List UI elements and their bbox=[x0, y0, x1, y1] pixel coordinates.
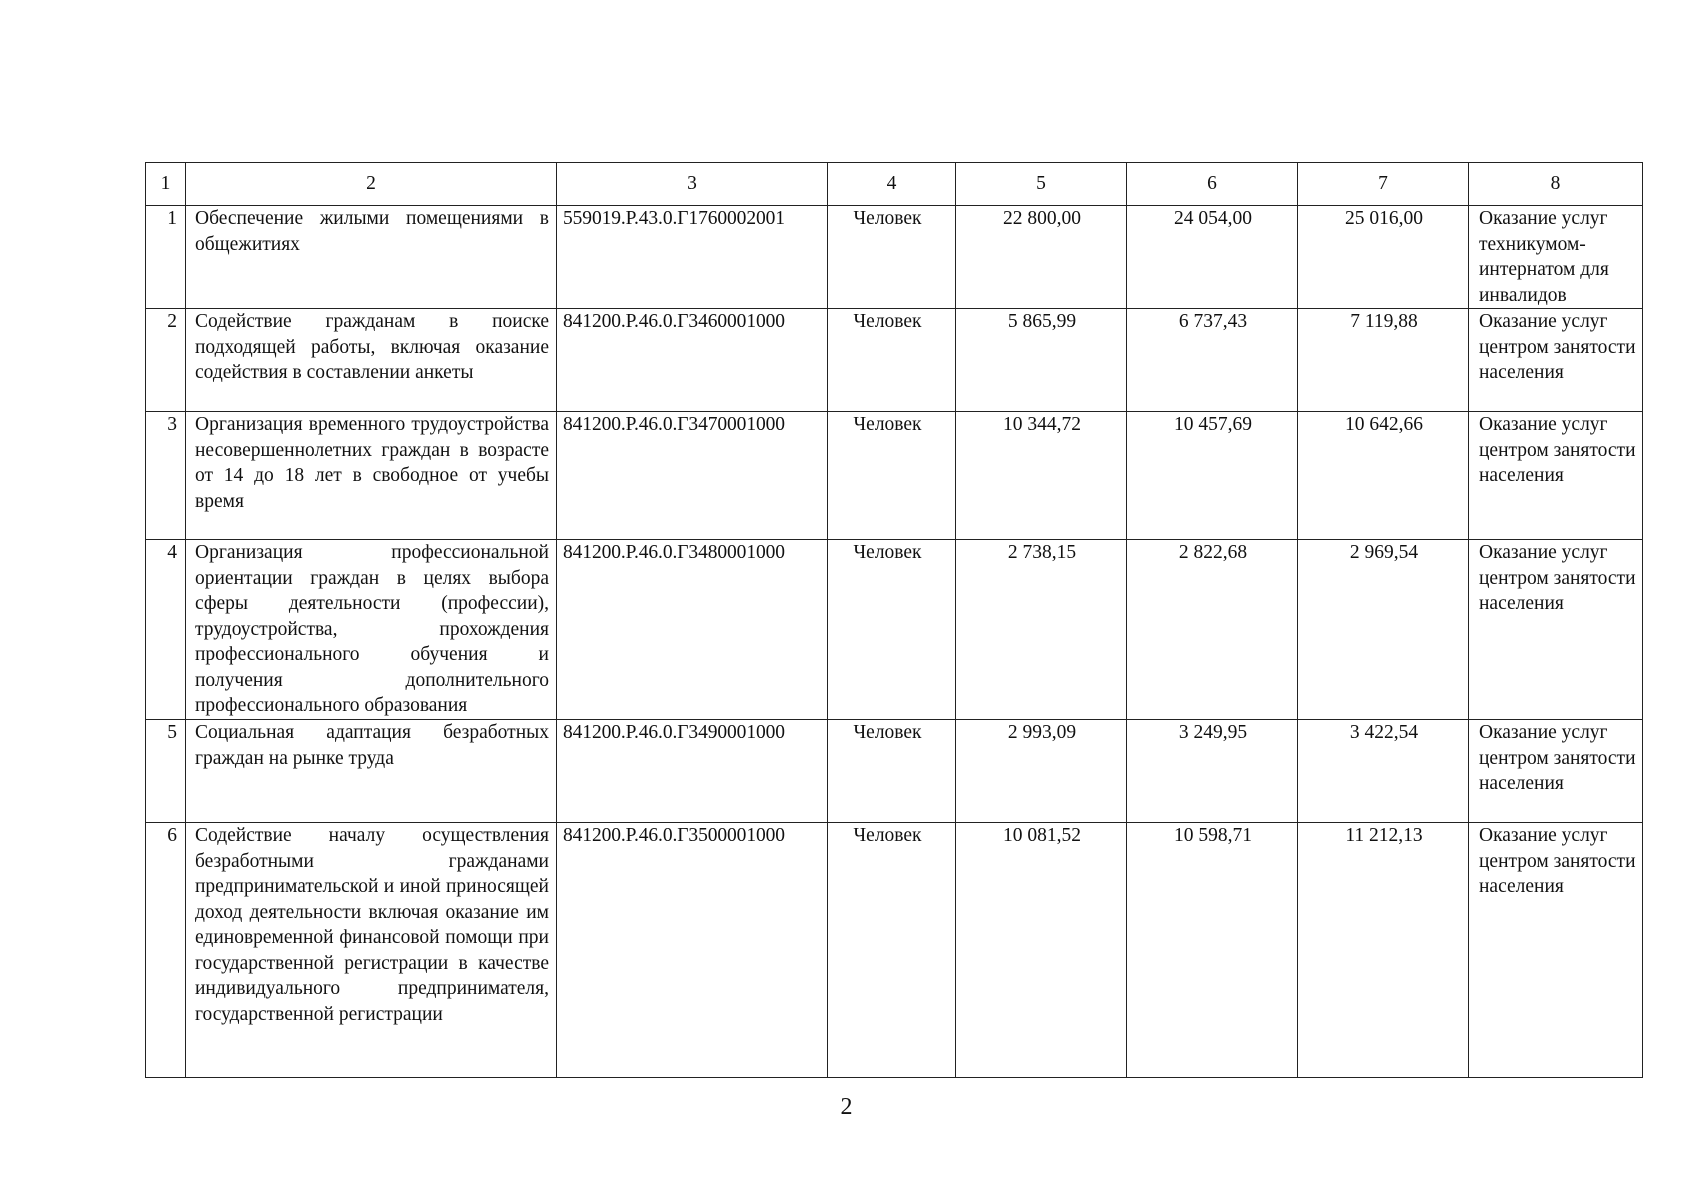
row-number: 4 bbox=[146, 540, 186, 720]
provider-note: Оказание услуг центром занятости населения bbox=[1469, 540, 1643, 720]
unit-of-measure: Человек bbox=[828, 540, 956, 720]
unit-of-measure: Человек bbox=[828, 412, 956, 540]
value-col-5: 2 738,15 bbox=[956, 540, 1127, 720]
provider-note: Оказание услуг центром занятости населения bbox=[1469, 823, 1643, 1078]
registry-code: 841200.Р.46.0.Г3460001000 bbox=[557, 309, 828, 412]
registry-code: 841200.Р.46.0.Г3480001000 bbox=[557, 540, 828, 720]
value-col-7: 25 016,00 bbox=[1298, 206, 1469, 309]
unit-of-measure: Человек bbox=[828, 206, 956, 309]
value-col-5: 5 865,99 bbox=[956, 309, 1127, 412]
service-name: Содействие гражданам в поиске подходящей работы, включая оказание содействия в составлении анкеты bbox=[186, 309, 557, 412]
column-header-3: 3 bbox=[557, 163, 828, 206]
value-col-5: 22 800,00 bbox=[956, 206, 1127, 309]
provider-note: Оказание услуг центром занятости населения bbox=[1469, 309, 1643, 412]
column-header-2: 2 bbox=[186, 163, 557, 206]
table-row bbox=[146, 309, 1643, 412]
table-row bbox=[146, 412, 1643, 540]
table-header-row bbox=[146, 163, 1643, 206]
provider-note: Оказание услуг центром занятости населения bbox=[1469, 412, 1643, 540]
value-col-6: 2 822,68 bbox=[1127, 540, 1298, 720]
value-col-6: 3 249,95 bbox=[1127, 720, 1298, 823]
value-col-7: 3 422,54 bbox=[1298, 720, 1469, 823]
page-number: 2 bbox=[840, 1094, 853, 1120]
service-name: Организация профессиональной ориентации граждан в целях выбора сферы деятельности (профессии), трудоустройства, прохождения профессионального обучения и получения дополнительного профессионального образования bbox=[186, 540, 557, 720]
value-col-6: 10 457,69 bbox=[1127, 412, 1298, 540]
column-header-8: 8 bbox=[1469, 163, 1643, 206]
value-col-7: 7 119,88 bbox=[1298, 309, 1469, 412]
value-col-5: 10 081,52 bbox=[956, 823, 1127, 1078]
value-col-7: 10 642,66 bbox=[1298, 412, 1469, 540]
value-col-5: 2 993,09 bbox=[956, 720, 1127, 823]
registry-code: 841200.Р.46.0.Г3500001000 bbox=[557, 823, 828, 1078]
column-header-1: 1 bbox=[146, 163, 186, 206]
table-row bbox=[146, 823, 1643, 1078]
provider-note: Оказание услуг центром занятости населения bbox=[1469, 720, 1643, 823]
service-name: Обеспечение жилыми помещениями в общежитиях bbox=[186, 206, 557, 309]
row-number: 1 bbox=[146, 206, 186, 309]
table-row bbox=[146, 540, 1643, 720]
services-table bbox=[145, 162, 1643, 1078]
column-header-4: 4 bbox=[828, 163, 956, 206]
service-name: Организация временного трудоустройства несовершеннолетних граждан в возрасте от 14 до 18 лет в свободное от учебы время bbox=[186, 412, 557, 540]
service-name: Содействие началу осуществления безработными гражданами предпринимательской и иной приносящей доход деятельности включая оказание им единовременной финансовой помощи при государственной регистрации в качестве индивидуального предпринимателя, государственной регистрации bbox=[186, 823, 557, 1078]
service-name: Социальная адаптация безработных граждан на рынке труда bbox=[186, 720, 557, 823]
unit-of-measure: Человек bbox=[828, 720, 956, 823]
table-row bbox=[146, 720, 1643, 823]
registry-code: 841200.Р.46.0.Г3490001000 bbox=[557, 720, 828, 823]
unit-of-measure: Человек bbox=[828, 823, 956, 1078]
value-col-6: 24 054,00 bbox=[1127, 206, 1298, 309]
column-header-7: 7 bbox=[1298, 163, 1469, 206]
row-number: 3 bbox=[146, 412, 186, 540]
column-header-6: 6 bbox=[1127, 163, 1298, 206]
value-col-7: 2 969,54 bbox=[1298, 540, 1469, 720]
registry-code: 559019.Р.43.0.Г1760002001 bbox=[557, 206, 828, 309]
row-number: 6 bbox=[146, 823, 186, 1078]
value-col-5: 10 344,72 bbox=[956, 412, 1127, 540]
row-number: 2 bbox=[146, 309, 186, 412]
value-col-6: 6 737,43 bbox=[1127, 309, 1298, 412]
table-row bbox=[146, 206, 1643, 309]
value-col-6: 10 598,71 bbox=[1127, 823, 1298, 1078]
registry-code: 841200.Р.46.0.Г3470001000 bbox=[557, 412, 828, 540]
column-header-5: 5 bbox=[956, 163, 1127, 206]
unit-of-measure: Человек bbox=[828, 309, 956, 412]
row-number: 5 bbox=[146, 720, 186, 823]
provider-note: Оказание услуг техникумом-интернатом для инвалидов bbox=[1469, 206, 1643, 309]
value-col-7: 11 212,13 bbox=[1298, 823, 1469, 1078]
